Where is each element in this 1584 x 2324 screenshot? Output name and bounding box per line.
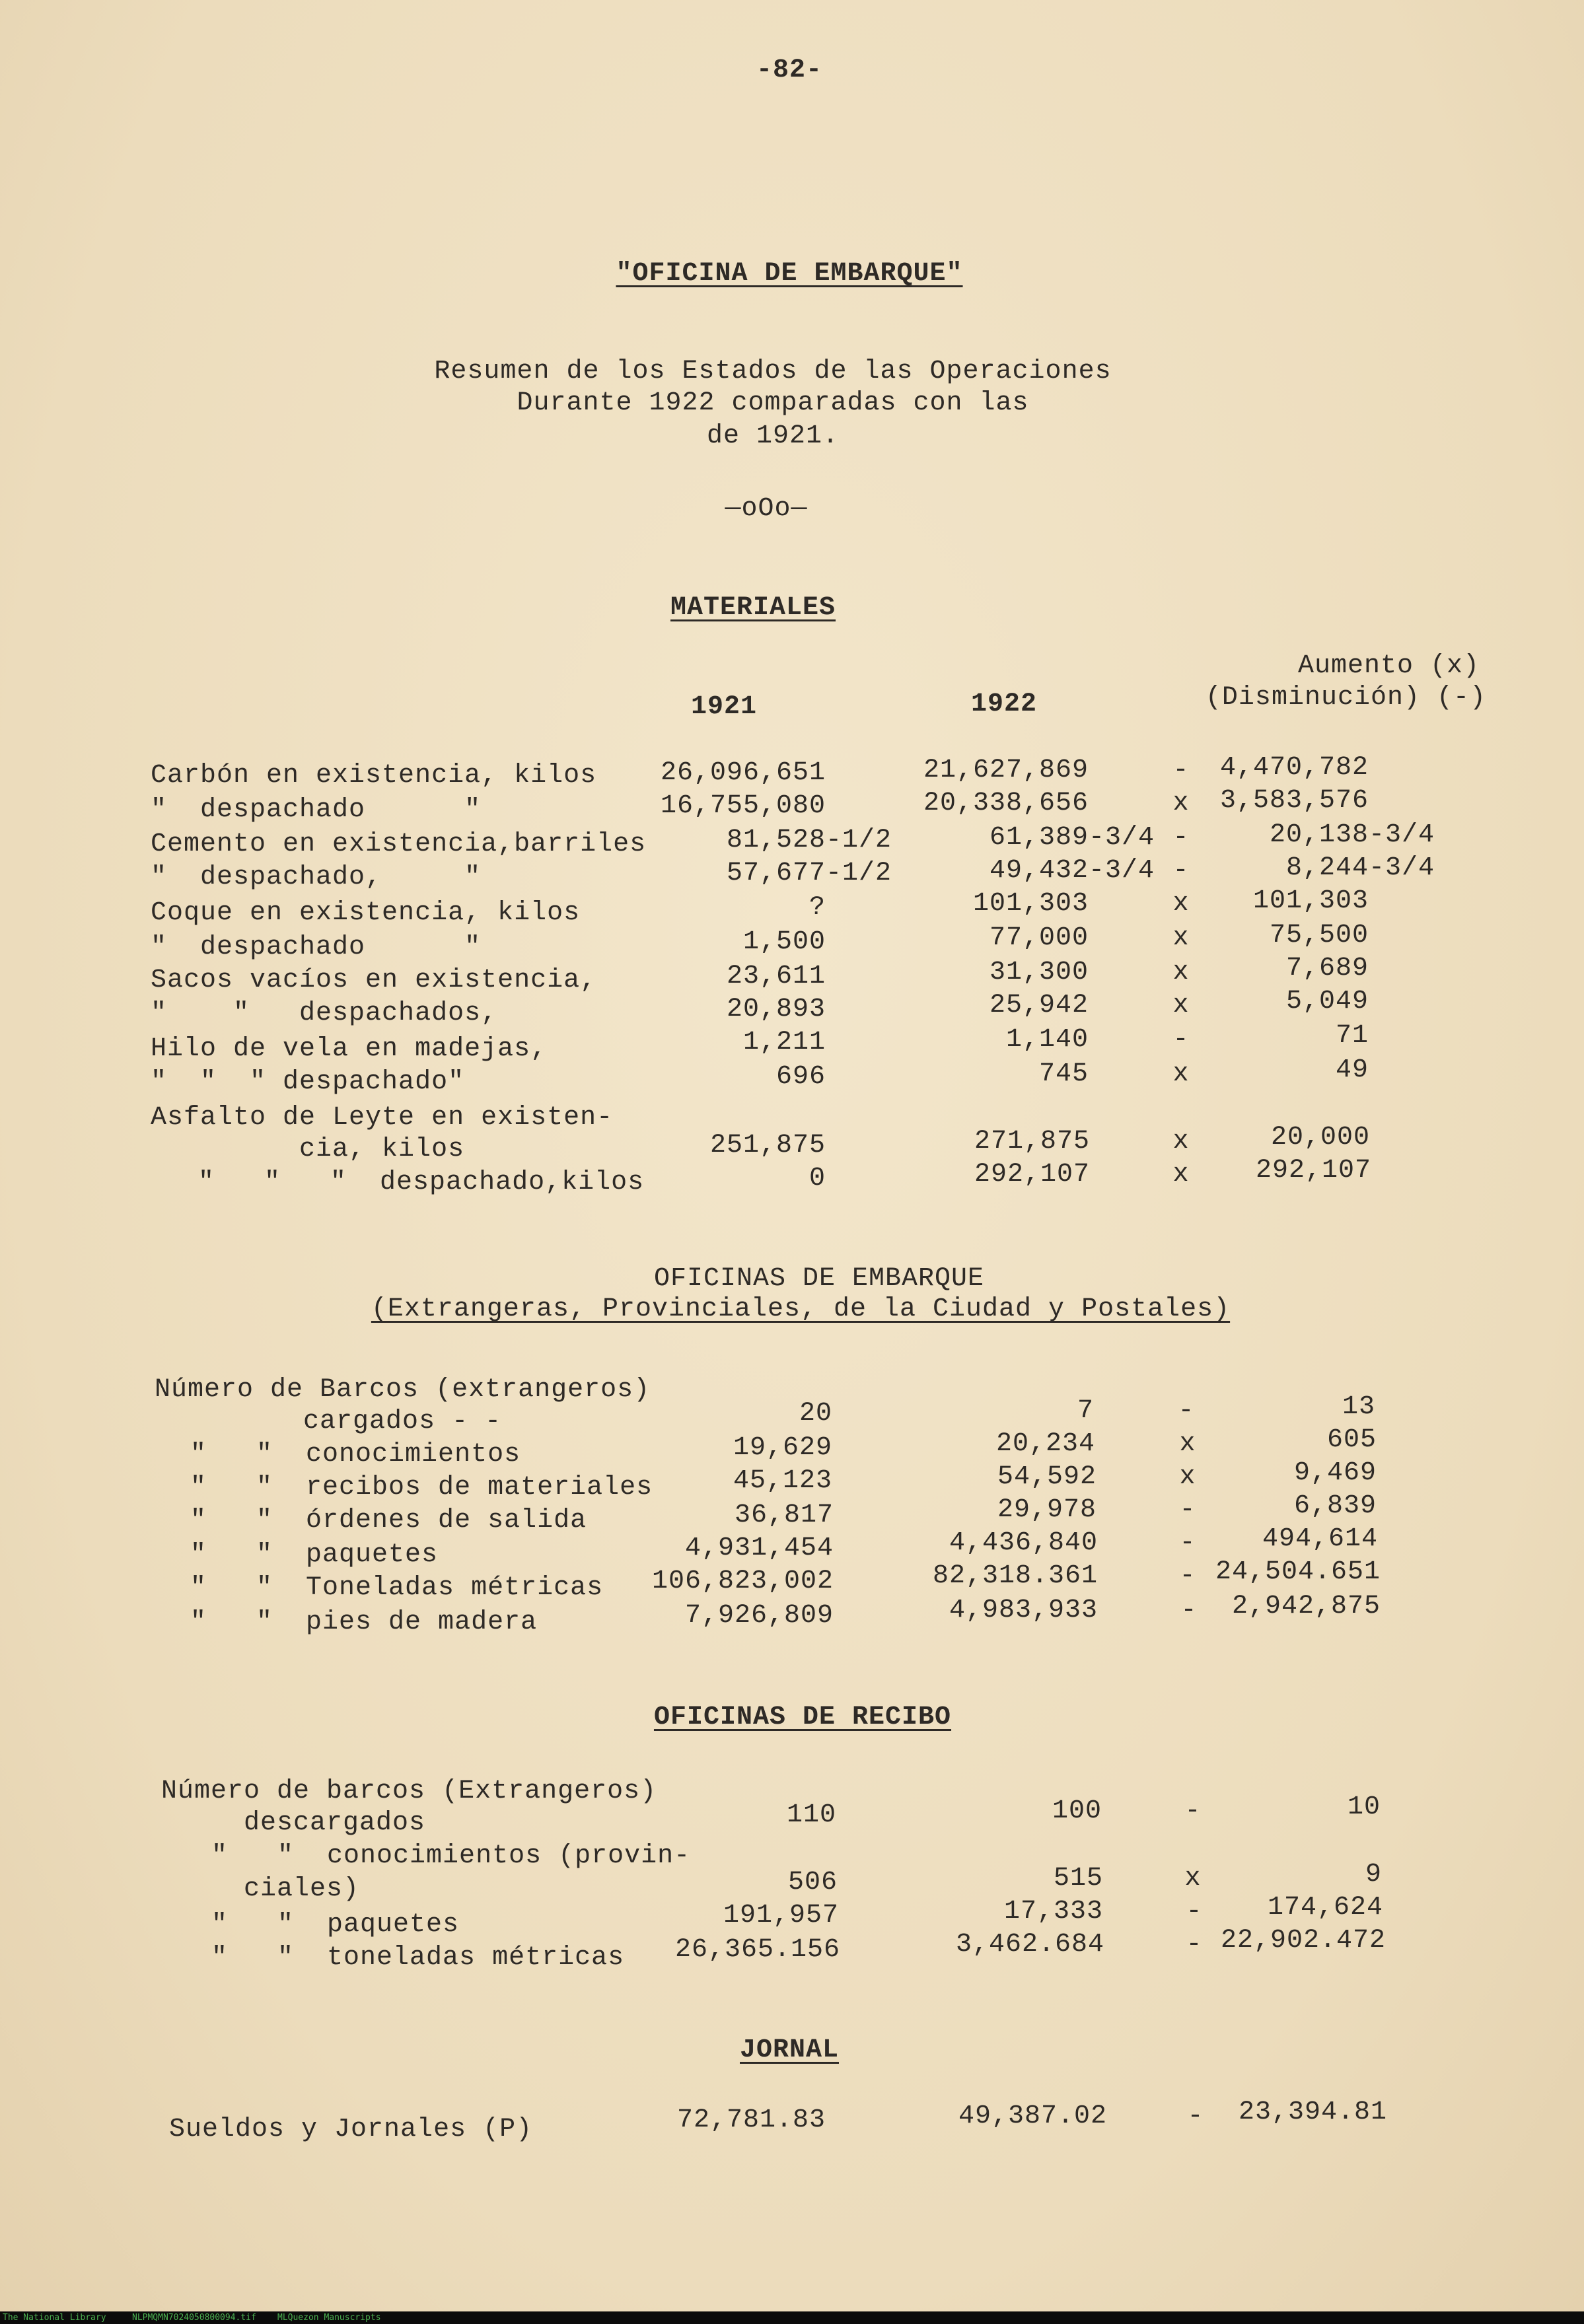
materiales-row-label: Sacos vacíos en existencia,	[151, 966, 597, 995]
embarque-row-label: " " conocimientos	[190, 1440, 521, 1469]
change-sign: -	[1172, 823, 1190, 853]
value-1922: 4,983,933	[949, 1596, 1098, 1625]
subtitle-line-2: Durante 1922 comparadas con las	[517, 388, 1029, 418]
change-sign: -	[1172, 856, 1190, 886]
embarque-row-label: " " paquetes	[190, 1540, 439, 1570]
change-sign: -	[1172, 1025, 1190, 1055]
value-1921: 45,123	[733, 1466, 832, 1496]
column-header-change-2: (Disminución) (-)	[1205, 683, 1486, 713]
change-sign: -	[1186, 1897, 1203, 1926]
change-value: 20,000	[1270, 1123, 1370, 1152]
value-1921: 1,500	[742, 927, 826, 957]
page-number: -82-	[756, 55, 823, 85]
materiales-row-label: " " " despachado"	[151, 1067, 465, 1097]
value-1922: 49,387.02	[958, 2101, 1107, 2131]
change-value: 2,942,875	[1231, 1592, 1381, 1621]
change-sign: -	[1187, 2101, 1204, 2131]
value-1922: 20,338,656	[923, 789, 1089, 818]
value-1922: 3,462.684	[955, 1930, 1104, 1959]
embarque-row-label: " " pies de madera	[190, 1607, 538, 1637]
materiales-row-label: Asfalto de Leyte en existen-	[151, 1103, 614, 1133]
footer-library: The National Library	[3, 2313, 106, 2323]
change-value: 13	[1342, 1392, 1375, 1422]
change-sign: x	[1172, 789, 1190, 818]
change-value: 605	[1326, 1425, 1377, 1455]
change-value: 292,107	[1255, 1156, 1371, 1185]
value-1921: 20,893	[726, 995, 826, 1024]
change-value: 49	[1335, 1055, 1369, 1085]
value-1921: 7,926,809	[684, 1601, 834, 1631]
value-1921: 19,629	[733, 1433, 832, 1463]
value-1922: 25,942	[989, 991, 1089, 1020]
change-sign: -	[1179, 1528, 1196, 1558]
change-sign: -	[1179, 1561, 1196, 1591]
change-sign: x	[1172, 958, 1190, 987]
value-1921: 81,528-1/2	[726, 826, 892, 855]
jornal-row-label: Sueldos y Jornales (P)	[169, 2115, 533, 2144]
recibo-row-label: " " conocimientos (provin-	[211, 1841, 691, 1871]
footer-collection: MLQuezon Manuscripts	[277, 2313, 381, 2323]
change-value: 6,839	[1293, 1491, 1377, 1521]
value-1922: 61,389-3/4	[989, 823, 1155, 853]
change-value: 22,902.472	[1220, 1926, 1386, 1955]
subtitle-line-1: Resumen de los Estados de las Operaciones	[434, 357, 1112, 386]
value-1921: 20	[799, 1399, 832, 1428]
value-1921: ?	[809, 893, 826, 923]
materiales-row-label: " despachado "	[151, 933, 482, 962]
column-header-change-1: Aumento (x)	[1297, 651, 1480, 681]
recibo-row-label: " " paquetes	[211, 1910, 460, 1940]
materiales-row-label: " " " despachado,kilos	[198, 1168, 645, 1197]
change-value: 9	[1365, 1860, 1382, 1889]
value-1922: 292,107	[974, 1160, 1090, 1189]
change-value: 10	[1347, 1792, 1381, 1822]
embarque-row-label: " " recibos de materiales	[190, 1473, 653, 1502]
change-sign: x	[1179, 1429, 1196, 1459]
change-sign: -	[1184, 1796, 1202, 1826]
change-sign: x	[1172, 1059, 1190, 1089]
value-1921: 696	[775, 1062, 826, 1092]
value-1922: 31,300	[989, 958, 1089, 987]
change-value: 3,583,576	[1219, 786, 1369, 816]
change-value: 101,303	[1252, 886, 1369, 916]
materiales-row-label: Carbón en existencia, kilos	[151, 761, 597, 791]
value-1922: 515	[1053, 1864, 1103, 1893]
value-1922: 7	[1077, 1396, 1094, 1426]
change-sign: x	[1184, 1864, 1202, 1893]
embarque-row-label: Número de Barcos (extrangeros)	[155, 1375, 651, 1405]
embarque-row-label: " " Toneladas métricas	[190, 1573, 604, 1603]
change-value: 20,138-3/4	[1269, 820, 1435, 850]
recibo-row-label: Número de barcos (Extrangeros)	[161, 1777, 657, 1806]
recibo-row-label: descargados	[161, 1808, 426, 1838]
change-sign: x	[1172, 991, 1190, 1020]
value-1922: 29,978	[997, 1495, 1097, 1525]
value-1922: 4,436,840	[949, 1528, 1098, 1558]
change-sign: x	[1179, 1462, 1196, 1492]
value-1921: 110	[786, 1800, 836, 1830]
change-value: 9,469	[1293, 1458, 1377, 1488]
embarque-subheading: (Extrangeras, Provinciales, de la Ciudad y Postales)	[371, 1294, 1231, 1324]
value-1921: 4,931,454	[684, 1533, 834, 1563]
recibo-row-label: ciales)	[161, 1874, 360, 1904]
value-1922: 100	[1052, 1796, 1102, 1826]
footer-filename: NLPMQMN7024050800094.tif	[132, 2313, 256, 2323]
value-1921: 251,875	[709, 1131, 826, 1160]
value-1921: 72,781.83	[676, 2105, 826, 2135]
value-1922: 54,592	[997, 1462, 1097, 1492]
value-1922: 49,432-3/4	[989, 856, 1155, 886]
change-value: 71	[1335, 1021, 1369, 1051]
change-sign: -	[1172, 756, 1190, 785]
materiales-row-label: cia, kilos	[151, 1135, 465, 1164]
change-sign: -	[1180, 1596, 1198, 1625]
change-value: 8,244-3/4	[1285, 853, 1435, 883]
change-value: 24,504.651	[1215, 1557, 1381, 1587]
materiales-row-label: " despachado "	[151, 795, 482, 825]
change-sign: x	[1172, 923, 1190, 953]
change-value: 494,614	[1262, 1524, 1378, 1554]
value-1922: 1,140	[1005, 1025, 1089, 1055]
change-value: 5,049	[1285, 987, 1369, 1016]
value-1922: 745	[1038, 1059, 1089, 1089]
document-title: "OFICINA DE EMBARQUE"	[616, 259, 963, 289]
materiales-row-label: Cemento en existencia,barriles	[151, 829, 647, 859]
change-sign: x	[1172, 1160, 1190, 1189]
value-1921: 1,211	[742, 1028, 826, 1057]
recibo-heading: OFICINAS DE RECIBO	[653, 1703, 952, 1732]
embarque-row-label: cargados - -	[155, 1407, 502, 1436]
subtitle-line-3: de 1921.	[706, 421, 840, 451]
value-1922: 82,318.361	[932, 1561, 1098, 1591]
value-1921: 23,611	[726, 962, 826, 991]
value-1922: 17,333	[1003, 1897, 1103, 1926]
change-value: 4,470,782	[1219, 753, 1369, 783]
jornal-heading: JORNAL	[739, 2035, 840, 2065]
value-1922: 21,627,869	[923, 756, 1089, 785]
value-1921: 36,817	[734, 1500, 834, 1530]
value-1921: 191,957	[723, 1901, 839, 1930]
recibo-row-label: " " toneladas métricas	[211, 1943, 625, 1973]
change-sign: x	[1172, 1127, 1190, 1156]
materiales-heading: MATERIALES	[670, 593, 836, 623]
change-value: 23,394.81	[1238, 2097, 1387, 2127]
value-1921: 26,365.156	[674, 1935, 840, 1965]
column-header-1921: 1921	[690, 692, 758, 722]
separator: —oOo—	[725, 494, 808, 524]
change-sign: -	[1186, 1930, 1203, 1959]
change-value: 7,689	[1285, 954, 1369, 983]
materiales-row-label: Hilo de vela en madejas,	[151, 1034, 548, 1064]
value-1921: 106,823,002	[651, 1567, 834, 1596]
change-sign: -	[1178, 1396, 1195, 1426]
change-value: 75,500	[1269, 921, 1369, 950]
materiales-row-label: " " despachados,	[151, 999, 498, 1028]
materiales-row-label: Coque en existencia, kilos	[151, 898, 581, 928]
archive-footer-bar	[0, 2311, 1584, 2324]
change-sign: -	[1179, 1495, 1196, 1525]
value-1921: 0	[809, 1164, 826, 1193]
value-1922: 271,875	[974, 1127, 1090, 1156]
materiales-row-label: " despachado, "	[151, 863, 482, 892]
value-1921: 57,677-1/2	[726, 859, 892, 888]
change-value: 174,624	[1267, 1893, 1383, 1922]
change-sign: x	[1172, 889, 1190, 919]
value-1921: 16,755,080	[660, 791, 826, 821]
embarque-heading: OFICINAS DE EMBARQUE	[653, 1264, 985, 1294]
column-header-1922: 1922	[970, 689, 1038, 719]
embarque-row-label: " " órdenes de salida	[190, 1506, 587, 1535]
value-1921: 506	[787, 1868, 838, 1897]
value-1921: 26,096,651	[660, 758, 826, 788]
value-1922: 101,303	[972, 889, 1089, 919]
value-1922: 77,000	[989, 923, 1089, 953]
value-1922: 20,234	[995, 1429, 1095, 1459]
